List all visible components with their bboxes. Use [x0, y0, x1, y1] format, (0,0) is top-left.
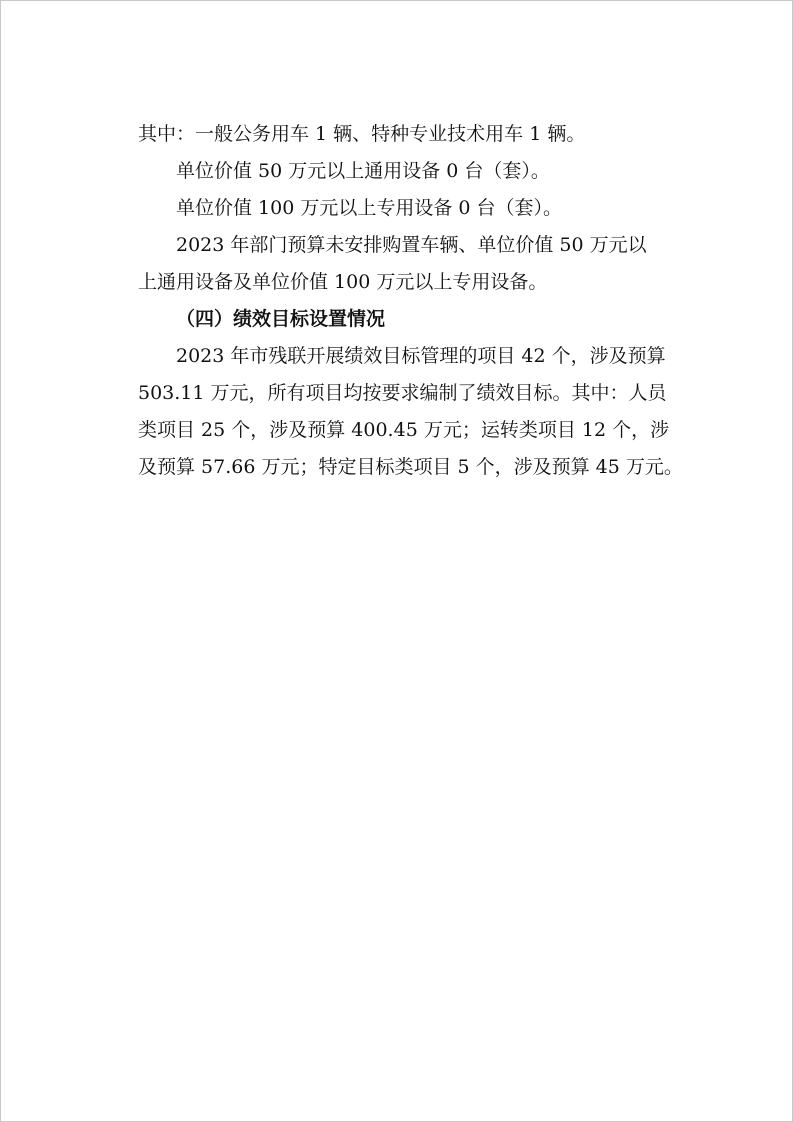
general-equipment-paragraph: 单位价值 50 万元以上通用设备 0 台（套）。 [176, 160, 550, 182]
performance-line-3: 类项目 25 个，涉及预算 400.45 万元；运转类项目 12 个，涉 [138, 419, 670, 441]
vehicle-breakdown-paragraph: 其中：一般公务用车 1 辆、特种专业技术用车 1 辆。 [138, 123, 586, 145]
performance-line-1: 2023 年市残联开展绩效目标管理的项目 42 个，涉及预算 [176, 345, 666, 367]
performance-line-4: 及预算 57.66 万元；特定目标类项目 5 个，涉及预算 45 万元。 [138, 456, 683, 478]
budget-2023-line-1: 2023 年部门预算未安排购置车辆、单位价值 50 万元以 [176, 234, 647, 256]
special-equipment-paragraph: 单位价值 100 万元以上专用设备 0 台（套）。 [176, 197, 563, 219]
budget-2023-line-2: 上通用设备及单位价值 100 万元以上专用设备。 [138, 271, 548, 293]
budget-2023-paragraph [138, 227, 658, 301]
performance-line-2: 503.11 万元，所有项目均按要求编制了绩效目标。其中：人员 [138, 382, 667, 404]
section-heading: （四）绩效目标设置情况 [176, 308, 386, 330]
performance-paragraph [138, 338, 683, 486]
document-body [138, 116, 683, 486]
